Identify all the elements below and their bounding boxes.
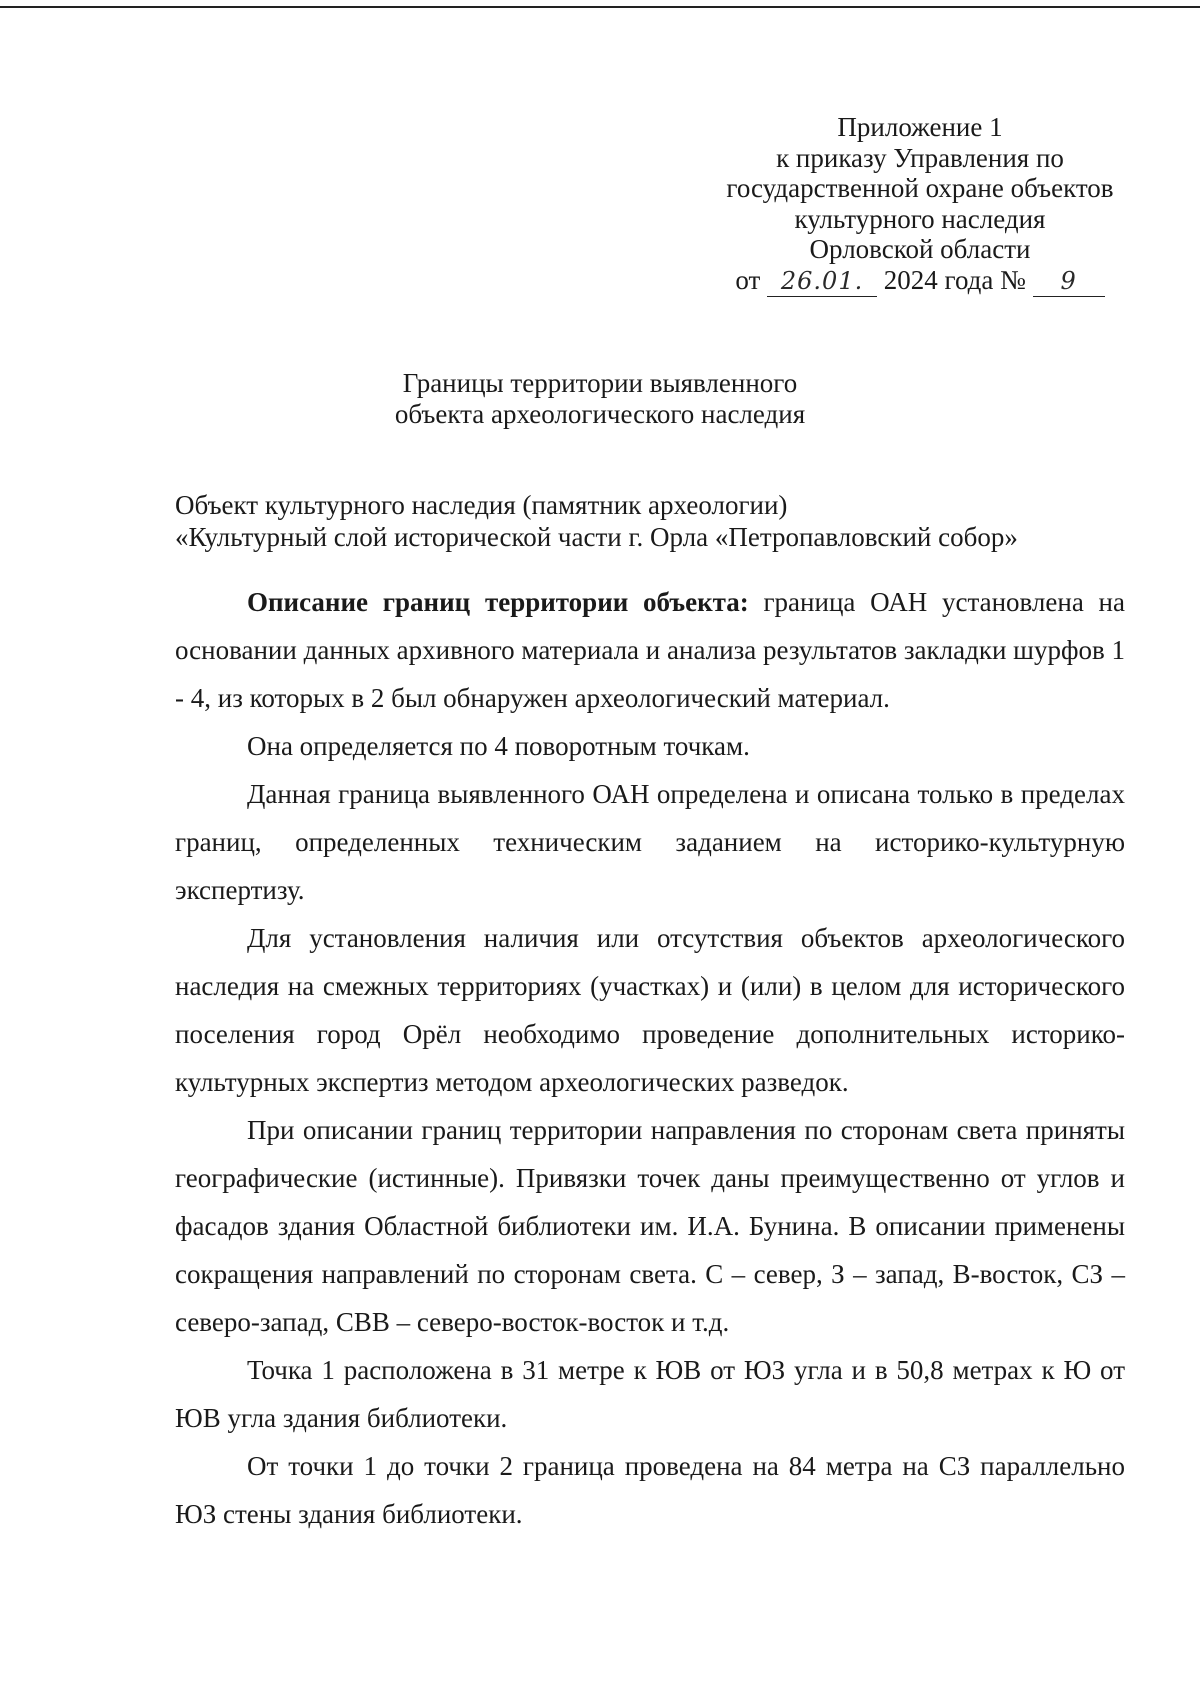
- object-name: [175, 489, 1135, 553]
- handwritten-number: 9: [1060, 266, 1077, 295]
- appendix-order-line: к приказу Управления по: [776, 142, 1064, 173]
- paragraph-scope: Данная граница выявленного ОАН определена и описана только в пределах границ, определенных техническим заданием на историко-культурную экспертизу.: [175, 779, 1125, 905]
- appendix-date-line: [680, 265, 1160, 298]
- date-prefix: от: [735, 264, 761, 295]
- paragraph-points: Она определяется по 4 поворотным точкам.: [247, 731, 750, 761]
- title-line-1: Границы территории выявленного: [402, 368, 798, 398]
- appendix-heritage-line: культурного наследия: [794, 203, 1046, 234]
- date-blank: [767, 265, 877, 298]
- appendix-title: Приложение 1: [837, 112, 1003, 142]
- paragraph-description: [175, 578, 1125, 722]
- title-line-2: объекта археологического наследия: [394, 398, 806, 429]
- paragraph-further-research: Для установления наличия или отсутствия объектов археологического наследия на смежных территориях (участках) и (или) в целом для исторического поселения город Орёл необходимо проведение дополнительных историко-культурных экспертиз методом археологических разведок.: [175, 923, 1125, 1097]
- object-line-1: Объект культурного наследия (памятник археологии): [175, 490, 788, 520]
- object-line-2: «Культурный слой исторической части г. Орла «Петропавловский собор»: [175, 522, 1018, 552]
- appendix-region-line: Орловской области: [809, 234, 1031, 264]
- appendix-authority-line: государственной охране объектов: [726, 173, 1114, 203]
- paragraph-point-1: Точка 1 расположена в 31 метре к ЮВ от ЮЗ угла и в 50,8 метрах к Ю от ЮВ угла здания библиотеки.: [175, 1355, 1125, 1433]
- paragraph-point-1-to-2: От точки 1 до точки 2 граница проведена на 84 метра на СЗ параллельно ЮЗ стены здания библиотеки.: [175, 1451, 1125, 1529]
- year-text: 2024 года №: [883, 264, 1026, 295]
- top-border-line: [0, 6, 1200, 8]
- document-body: [175, 578, 1125, 1538]
- description-text: граница ОАН установлена на основании данных архивного материала и анализа результатов закладки шурфов 1 - 4, из которых в 2 был обнаружен археологический материал.: [175, 587, 1125, 713]
- description-label: Описание границ территории объекта:: [247, 587, 749, 617]
- appendix-header: [680, 112, 1160, 297]
- handwritten-date: 26.01.: [780, 266, 864, 295]
- document-title: [0, 368, 1200, 429]
- number-blank: [1033, 265, 1105, 298]
- paragraph-directions: При описании границ территории направления по сторонам света приняты географические (истинные). Привязки точек даны преимущественно от углов и фасадов здания Областной библиотеки им. И.А. Бунина. В описании применены сокращения направлений по сторонам света. С – север, З – запад, В-восток, СЗ – северо-запад, СВВ – северо-восток-восток и т.д.: [175, 1115, 1125, 1337]
